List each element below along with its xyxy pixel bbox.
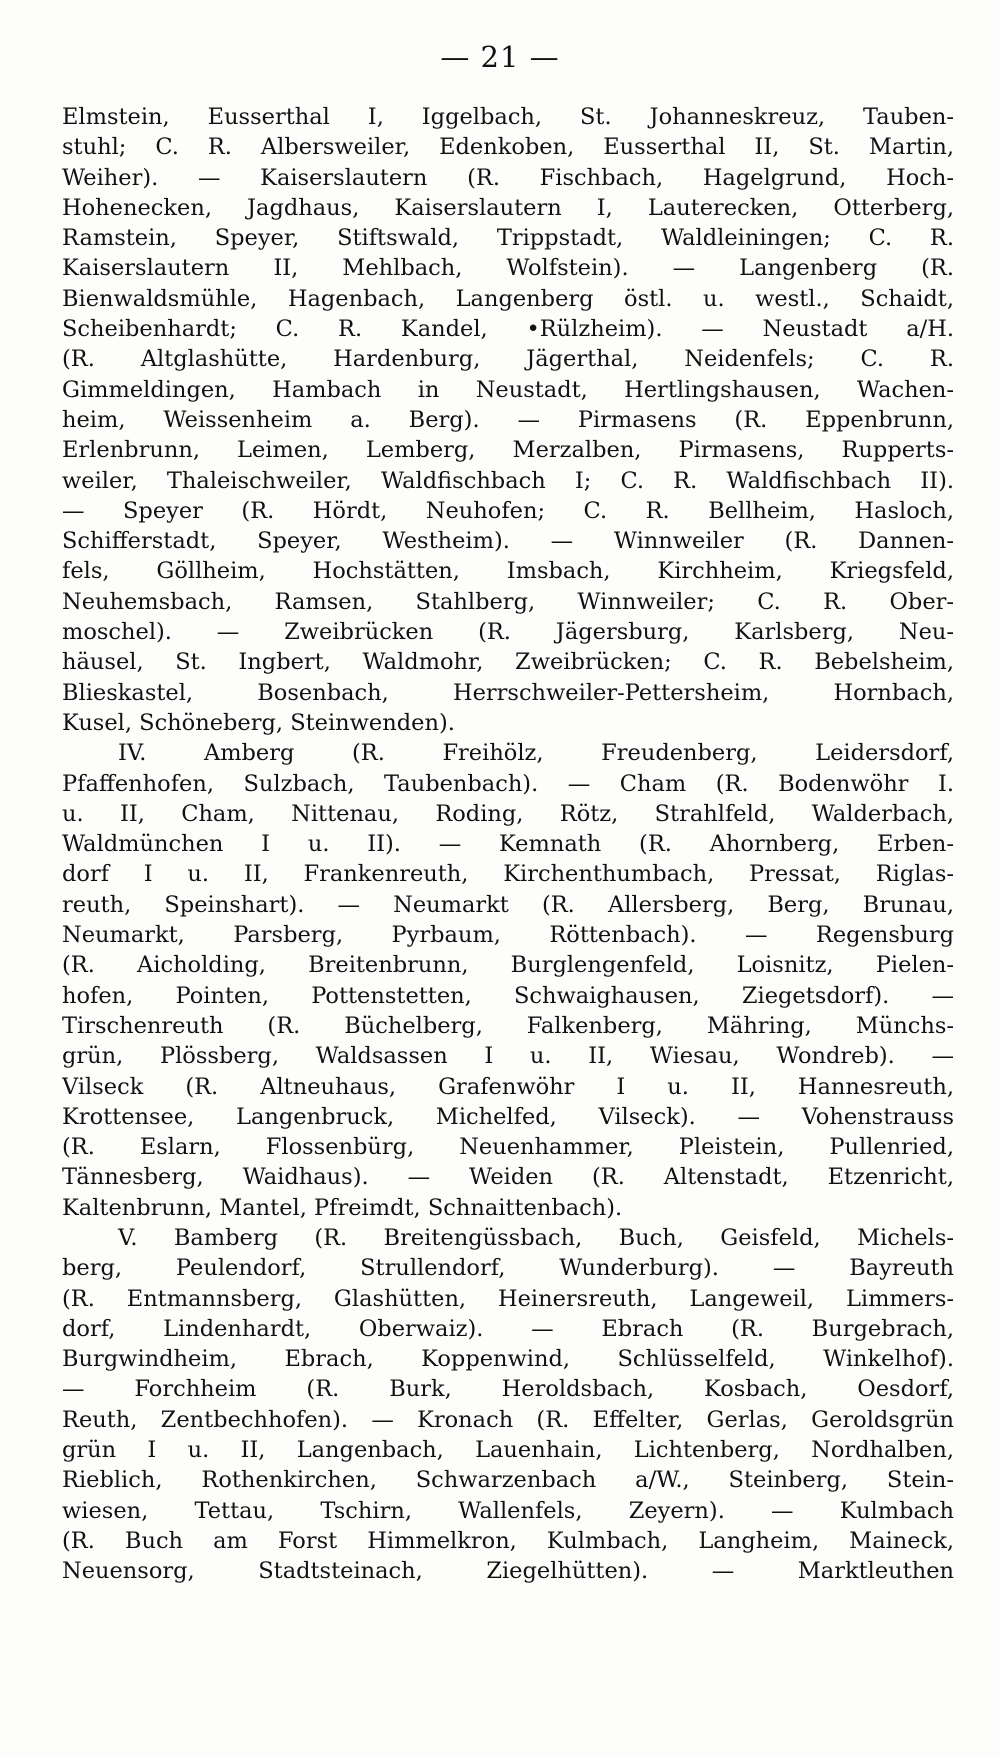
- text-line: Krottensee, Langenbruck, Michelfed, Vilseck). — Vohenstrauss: [62, 1103, 954, 1130]
- text-line: reuth, Speinshart). — Neumarkt (R. Allersberg, Berg, Brunau,: [62, 891, 954, 918]
- text-line: dorf I u. II, Frankenreuth, Kirchenthumbach, Pressat, Riglas-: [62, 861, 954, 888]
- text-line: Gimmeldingen, Hambach in Neustadt, Hertlingshausen, Wachen-: [62, 376, 954, 403]
- text-line: V. Bamberg (R. Breitengüssbach, Buch, Geisfeld, Michels-: [118, 1224, 954, 1251]
- text-line: häusel, St. Ingbert, Waldmohr, Zweibrücken; C. R. Bebelsheim,: [62, 649, 954, 676]
- text-line: Pfaffenhofen, Sulzbach, Taubenbach). — Cham (R. Bodenwöhr I.: [62, 770, 954, 797]
- text-line: weiler, Thaleischweiler, Waldfischbach I; C. R. Waldfischbach II).: [62, 467, 954, 494]
- text-line: u. II, Cham, Nittenau, Roding, Rötz, Strahlfeld, Walderbach,: [62, 800, 954, 827]
- text-line: — Speyer (R. Hördt, Neuhofen; C. R. Bellheim, Hasloch,: [62, 497, 954, 524]
- text-line: (R. Aicholding, Breitenbrunn, Burglengenfeld, Loisnitz, Pielen-: [62, 952, 954, 979]
- text-line: moschel). — Zweibrücken (R. Jägersburg, Karlsberg, Neu-: [62, 619, 954, 646]
- text-line: stuhl; C. R. Albersweiler, Edenkoben, Eusserthal II, St. Martin,: [62, 134, 954, 161]
- text-line: (R. Altglashütte, Hardenburg, Jägerthal, Neidenfels; C. R.: [62, 346, 954, 373]
- text-line: wiesen, Tettau, Tschirn, Wallenfels, Zeyern). — Kulmbach: [62, 1497, 954, 1524]
- text-line: Schifferstadt, Speyer, Westheim). — Winnweiler (R. Dannen-: [62, 528, 954, 555]
- text-line: Reuth, Zentbechhofen). — Kronach (R. Effelter, Gerlas, Geroldsgrün: [62, 1406, 954, 1433]
- body-text: [62, 102, 954, 1587]
- text-line: Tirschenreuth (R. Büchelberg, Falkenberg, Mähring, Münchs-: [62, 1012, 954, 1039]
- text-line: (R. Entmannsberg, Glashütten, Heinersreuth, Langeweil, Limmers-: [62, 1285, 954, 1312]
- text-line: Rieblich, Rothenkirchen, Schwarzenbach a/W., Steinberg, Stein-: [62, 1467, 954, 1494]
- text-line: Erlenbrunn, Leimen, Lemberg, Merzalben, Pirmasens, Rupperts-: [62, 437, 954, 464]
- text-line: dorf, Lindenhardt, Oberwaiz). — Ebrach (R. Burgebrach,: [62, 1315, 954, 1342]
- text-line: Weiher). — Kaiserslautern (R. Fischbach, Hagelgrund, Hoch-: [62, 164, 954, 191]
- text-line: Kaiserslautern II, Mehlbach, Wolfstein). — Langenberg (R.: [62, 255, 954, 282]
- text-line: Hohenecken, Jagdhaus, Kaiserslautern I, Lauterecken, Otterberg,: [62, 194, 954, 221]
- text-line: Vilseck (R. Altneuhaus, Grafenwöhr I u. II, Hannesreuth,: [62, 1073, 954, 1100]
- text-line: Neumarkt, Parsberg, Pyrbaum, Röttenbach). — Regensburg: [62, 922, 954, 949]
- text-line: fels, Göllheim, Hochstätten, Imsbach, Kirchheim, Kriegsfeld,: [62, 558, 954, 585]
- text-line: hofen, Pointen, Pottenstetten, Schwaighausen, Ziegetsdorf). —: [62, 982, 954, 1009]
- text-line: — Forchheim (R. Burk, Heroldsbach, Kosbach, Oesdorf,: [62, 1376, 954, 1403]
- text-line: IV. Amberg (R. Freihölz, Freudenberg, Leidersdorf,: [118, 740, 954, 767]
- text-line: grün, Plössberg, Waldsassen I u. II, Wiesau, Wondreb). —: [62, 1043, 954, 1070]
- text-line: Tännesberg, Waidhaus). — Weiden (R. Altenstadt, Etzenricht,: [62, 1164, 954, 1191]
- text-line: Ramstein, Speyer, Stiftswald, Trippstadt, Waldleiningen; C. R.: [62, 225, 954, 252]
- text-line: (R. Buch am Forst Himmelkron, Kulmbach, Langheim, Maineck,: [62, 1527, 954, 1554]
- text-line: Bienwaldsmühle, Hagenbach, Langenberg östl. u. westl., Schaidt,: [62, 285, 954, 312]
- text-line: Burgwindheim, Ebrach, Koppenwind, Schlüsselfeld, Winkelhof).: [62, 1346, 954, 1373]
- text-line: berg, Peulendorf, Strullendorf, Wunderburg). — Bayreuth: [62, 1255, 954, 1282]
- text-line: heim, Weissenheim a. Berg). — Pirmasens (R. Eppenbrunn,: [62, 406, 954, 433]
- text-line: Elmstein, Eusserthal I, Iggelbach, St. Johanneskreuz, Tauben-: [62, 104, 954, 130]
- page-number: — 21 —: [440, 40, 560, 74]
- text-line: Waldmünchen I u. II). — Kemnath (R. Ahornberg, Erben-: [62, 831, 954, 858]
- text-line: Neuhemsbach, Ramsen, Stahlberg, Winnweiler; C. R. Ober-: [62, 588, 954, 615]
- text-line: Blieskastel, Bosenbach, Herrschweiler-Pettersheim, Hornbach,: [62, 679, 954, 706]
- text-line: (R. Eslarn, Flossenbürg, Neuenhammer, Pleistein, Pullenried,: [62, 1134, 954, 1161]
- text-line: Kusel, Schöneberg, Steinwenden).: [62, 709, 455, 736]
- text-line: Scheibenhardt; C. R. Kandel, •Rülzheim). — Neustadt a/H.: [62, 316, 954, 343]
- text-line: Neuensorg, Stadtsteinach, Ziegelhütten). — Marktleuthen: [62, 1558, 954, 1585]
- text-line: Kaltenbrunn, Mantel, Pfreimdt, Schnaittenbach).: [62, 1194, 623, 1221]
- text-line: grün I u. II, Langenbach, Lauenhain, Lichtenberg, Nordhalben,: [62, 1437, 954, 1464]
